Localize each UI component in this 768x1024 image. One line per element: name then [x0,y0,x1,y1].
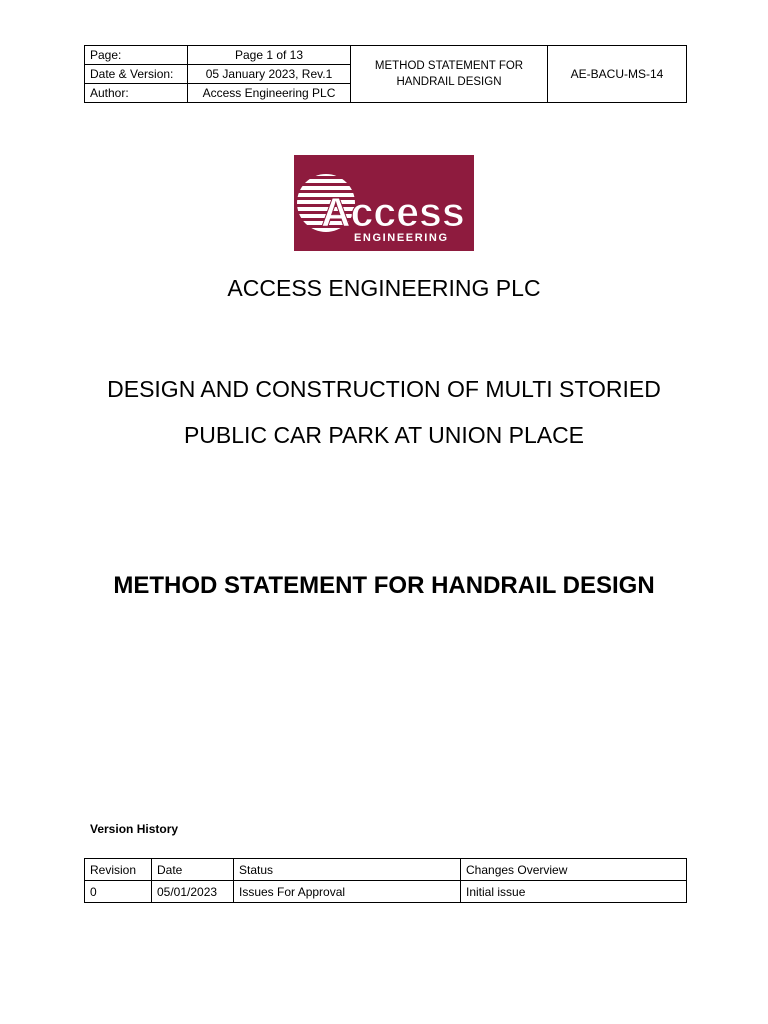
header-doc-title [351,46,548,103]
date-value: 05 January 2023, Rev.1 [188,65,351,84]
document-title: METHOD STATEMENT FOR HANDRAIL DESIGN [113,572,655,599]
header-table [84,45,687,103]
logo-graphic [294,155,474,251]
cell-status: Issues For Approval [234,881,461,903]
project-title [0,366,768,458]
table-header-row [85,859,687,881]
cell-changes: Initial issue [461,881,687,903]
project-title-line1: DESIGN AND CONSTRUCTION OF MULTI STORIED [107,376,661,402]
doc-code: AE-BACU-MS-14 [548,46,687,103]
page-value: Page 1 of 13 [188,46,351,65]
logo-word: Access [321,189,465,235]
table-row [85,881,687,903]
page-label: Page: [85,46,188,65]
cell-revision: 0 [85,881,152,903]
date-label: Date & Version: [85,65,188,84]
header-changes: Changes Overview [461,859,687,881]
project-title-line2: PUBLIC CAR PARK AT UNION PLACE [183,422,585,448]
header-doc-title-line2: HANDRAIL DESIGN [396,76,502,88]
header-status: Status [234,859,461,881]
author-label: Author: [85,84,188,103]
company-logo [294,155,474,251]
header-doc-title-line1: METHOD STATEMENT FOR [374,60,524,72]
cell-date: 05/01/2023 [152,881,234,903]
company-name: ACCESS ENGINEERING PLC [227,275,541,301]
version-history-table [84,858,687,903]
logo-sub: ENGINEERING [354,232,449,244]
header-date: Date [152,859,234,881]
author-value: Access Engineering PLC [188,84,351,103]
header-revision: Revision [85,859,152,881]
version-history-label: Version History [90,822,179,836]
